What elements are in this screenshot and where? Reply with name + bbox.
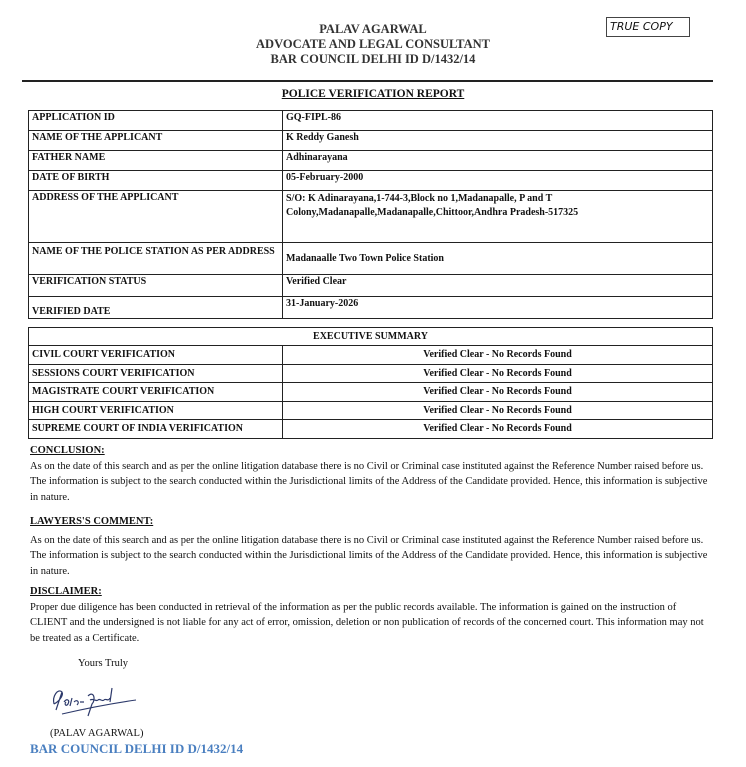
field-label: VERIFICATION STATUS bbox=[29, 275, 283, 297]
table-row bbox=[29, 346, 713, 365]
table-row bbox=[29, 297, 713, 319]
field-value: 31-January-2026 bbox=[283, 297, 713, 319]
field-label: NAME OF THE POLICE STATION AS PER ADDRESS bbox=[29, 243, 283, 275]
field-value: 05-February-2000 bbox=[283, 171, 713, 191]
field-value: K Reddy Ganesh bbox=[283, 131, 713, 151]
table-row bbox=[29, 151, 713, 171]
table-row bbox=[29, 401, 713, 420]
header-divider bbox=[22, 80, 713, 82]
signatory-name: (PALAV AGARWAL) bbox=[50, 728, 144, 739]
field-label: VERIFIED DATE bbox=[29, 297, 283, 319]
applicant-details-table bbox=[28, 110, 713, 319]
summary-heading: EXECUTIVE SUMMARY bbox=[29, 328, 713, 346]
check-result: Verified Clear - No Records Found bbox=[283, 383, 713, 402]
table-row bbox=[29, 275, 713, 297]
table-row bbox=[29, 383, 713, 402]
disclaimer-text: Proper due diligence has been conducted in retrieval of the information as per the public records available. The information is gained on the instruction of CLIENT and the undersigned is not liable for any act of error, omission, deletion or non publication of records of the concerned court. This information may not be treated as a Certificate. bbox=[30, 601, 704, 644]
check-result: Verified Clear - No Records Found bbox=[283, 364, 713, 383]
executive-summary-table bbox=[28, 327, 713, 439]
table-row bbox=[29, 243, 713, 275]
table-row bbox=[29, 111, 713, 131]
bar-council-id: BAR COUNCIL DELHI ID D/1432/14 bbox=[270, 52, 476, 66]
check-label: SUPREME COURT OF INDIA VERIFICATION bbox=[29, 420, 283, 439]
disclaimer-section bbox=[30, 584, 710, 646]
check-label: MAGISTRATE COURT VERIFICATION bbox=[29, 383, 283, 402]
true-copy-stamp: TRUE COPY bbox=[606, 17, 690, 37]
closing: Yours Truly bbox=[78, 658, 129, 669]
table-row bbox=[29, 171, 713, 191]
table-row bbox=[29, 364, 713, 383]
comment-heading: LAWYERS'S COMMENT: bbox=[30, 516, 154, 527]
conclusion-heading: CONCLUSION: bbox=[30, 445, 105, 456]
lawyer-name: PALAV AGARWAL bbox=[319, 22, 427, 36]
footer-bar-council-id: BAR COUNCIL DELHI ID D/1432/14 bbox=[30, 741, 244, 756]
check-result: Verified Clear - No Records Found bbox=[283, 346, 713, 365]
report-title: POLICE VERIFICATION REPORT bbox=[281, 88, 465, 100]
check-label: SESSIONS COURT VERIFICATION bbox=[29, 364, 283, 383]
check-result: Verified Clear - No Records Found bbox=[283, 420, 713, 439]
field-label: APPLICATION ID bbox=[29, 111, 283, 131]
lawyer-role: ADVOCATE AND LEGAL CONSULTANT bbox=[256, 37, 490, 51]
conclusion-text: As on the date of this search and as per the online litigation database there is no Civil or Criminal case instituted against the Reference Number raised before us. The information is subject to the search conducted within the Jurisdictional limits of the Address of the Candidate provided. Hence, this information is subjective in nature. bbox=[30, 460, 708, 503]
comment-text: As on the date of this search and as per the online litigation database there is no Civil or Criminal case instituted against the Reference Number raised before us. The information is subject to the search conducted within the Jurisdictional limits of the Address of the Candidate provided. Hence, this information is subjective in nature. bbox=[30, 534, 708, 577]
table-row bbox=[29, 420, 713, 439]
check-label: CIVIL COURT VERIFICATION bbox=[29, 346, 283, 365]
table-row bbox=[29, 191, 713, 243]
field-label: DATE OF BIRTH bbox=[29, 171, 283, 191]
field-value: Verified Clear bbox=[283, 275, 713, 297]
lawyers-comment-section bbox=[30, 514, 710, 579]
conclusion-section bbox=[30, 443, 710, 505]
table-row bbox=[29, 131, 713, 151]
field-label: ADDRESS OF THE APPLICANT bbox=[29, 191, 283, 243]
field-value: Adhinarayana bbox=[283, 151, 713, 171]
field-label: NAME OF THE APPLICANT bbox=[29, 131, 283, 151]
disclaimer-heading: DISCLAIMER: bbox=[30, 586, 102, 597]
signature bbox=[48, 680, 148, 728]
field-label: FATHER NAME bbox=[29, 151, 283, 171]
field-value: S/O: K Adinarayana,1-744-3,Block no 1,Madanapalle, P and T Colony,Madanapalle,Madanapalle,Chittoor,Andhra Pradesh-517325 bbox=[283, 191, 713, 243]
check-result: Verified Clear - No Records Found bbox=[283, 401, 713, 420]
field-value: Madanaalle Two Town Police Station bbox=[283, 243, 713, 275]
field-value: GQ-FIPL-86 bbox=[283, 111, 713, 131]
check-label: HIGH COURT VERIFICATION bbox=[29, 401, 283, 420]
